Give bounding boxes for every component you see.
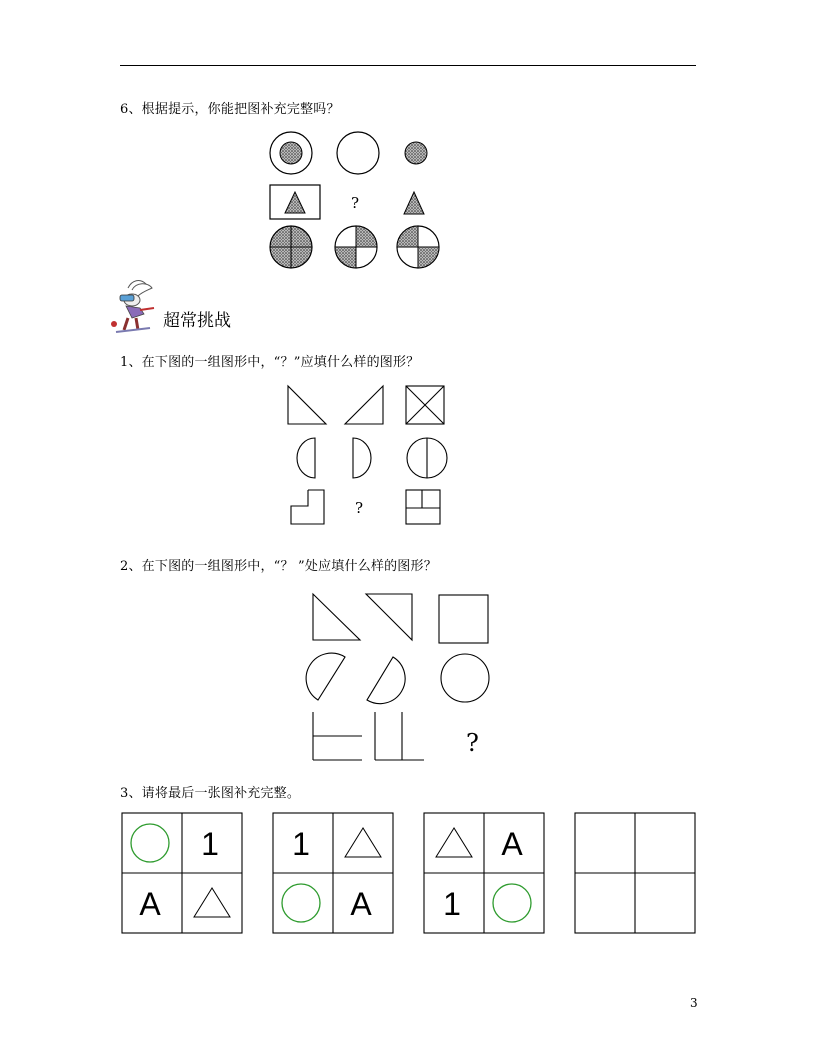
grid-symbol: 1 <box>443 886 461 922</box>
green-circle-icon <box>493 884 531 922</box>
section-title: 超常挑战 <box>163 311 231 331</box>
grid-1 <box>122 813 242 933</box>
question-6-text: 6、根据提示，你能把图补充完整吗？ <box>120 102 340 117</box>
challenge-3-text: 3、请将最后一张图补充完整。 <box>120 786 301 801</box>
triangle-icon <box>436 828 472 857</box>
grid-symbol: A <box>501 826 523 862</box>
grid-symbol: 1 <box>201 826 219 862</box>
challenge-1-unknown: ? <box>355 499 364 517</box>
challenge-2-text: 2、在下图的一组图形中，“？ ”处应填什么样的图形？ <box>120 559 437 574</box>
grid-2 <box>273 813 393 933</box>
question-6-unknown: ? <box>351 194 360 212</box>
grid-symbol: A <box>350 886 372 922</box>
green-circle-icon <box>131 824 169 862</box>
grid-3 <box>424 813 544 933</box>
grid-symbol: A <box>139 886 161 922</box>
triangle-icon <box>345 828 381 857</box>
triangle-icon <box>194 888 230 917</box>
grid-4 <box>575 813 695 933</box>
page-number: 3 <box>690 996 698 1010</box>
green-circle-icon <box>282 884 320 922</box>
grid-symbol: 1 <box>292 826 310 862</box>
challenge-1-text: 1、在下图的一组图形中，“？”应填什么样的图形？ <box>120 355 420 370</box>
challenge-2-unknown: ? <box>466 729 479 757</box>
